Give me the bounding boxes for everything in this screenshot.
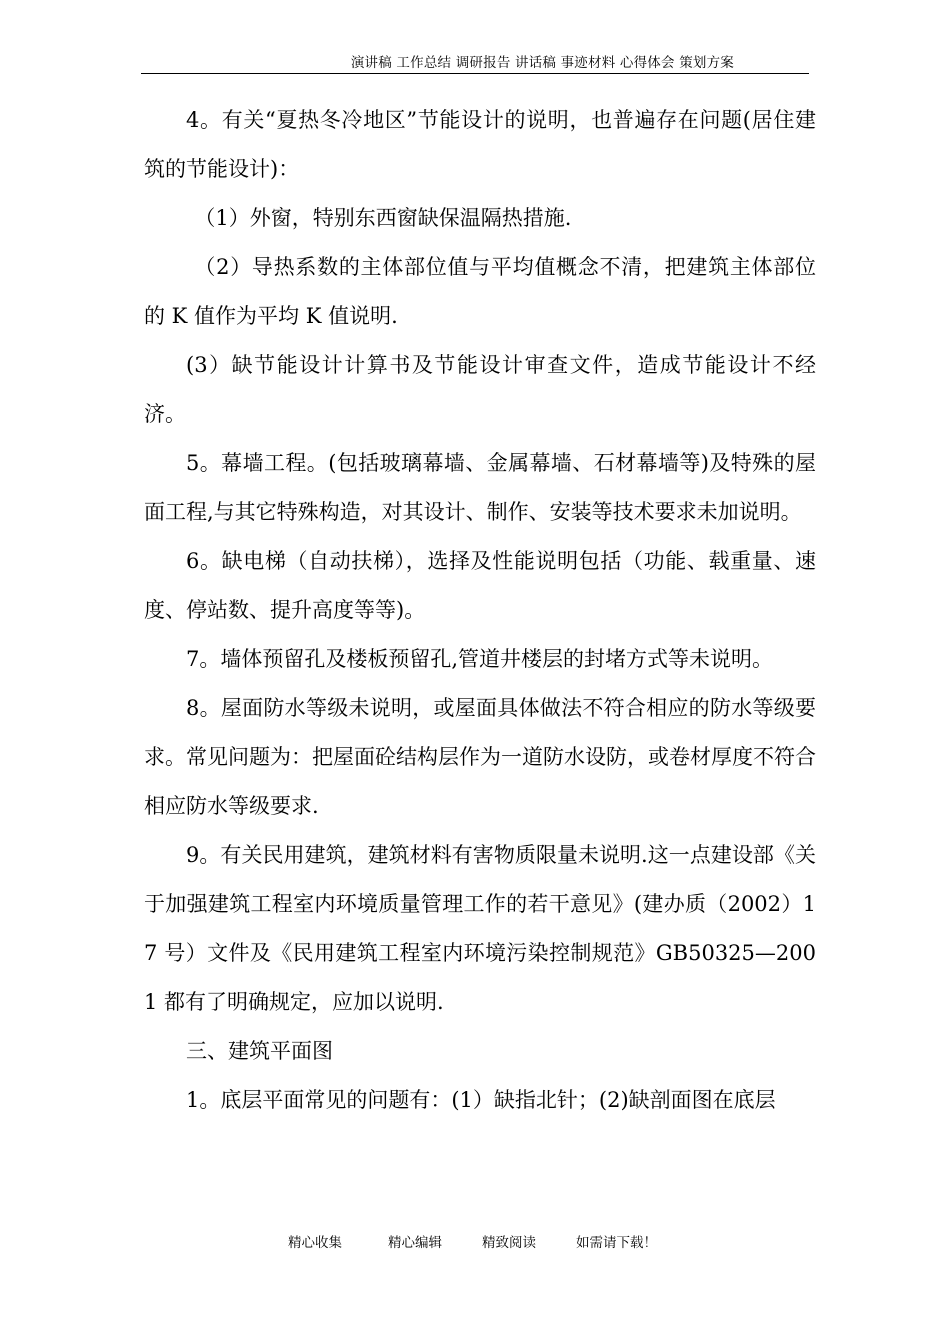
header-text: 演讲稿 工作总结 调研报告 讲话稿 事迹材料 心得体会 策划方案 bbox=[350, 55, 734, 71]
paragraph-ground-floor-plan: 1。底层平面常见的问题有：(1）缺指北针；(2)缺剖面图在底层 bbox=[186, 1088, 776, 1112]
paragraph-elevator: 6。缺电梯（自动扶梯），选择及性能说明包括（功能、载重量、速度、停站数、提升高度等等)。 bbox=[144, 549, 816, 622]
paragraph-hazardous-materials: 9。有关民用建筑，建筑材料有害物质限量未说明.这一点建设部《关于加强建筑工程室内环境质量管理工作的若干意见》(建办质（2002）17 号）文件及《民用建筑工程室内环境污染控制规范》GB50325—2001 都有了明确规定，应加以说明. bbox=[144, 843, 816, 1014]
paragraph-energy-saving: 4。有关“夏热冬冷地区”节能设计的说明，也普遍存在问题(居住建筑的节能设计)： bbox=[144, 108, 816, 181]
footer-item: 精心收集 bbox=[288, 1235, 342, 1251]
page-header bbox=[141, 54, 809, 74]
paragraph-thermal-conductivity: （2）导热系数的主体部位值与平均值概念不清，把建筑主体部位的 K 值作为平均 K 值说明. bbox=[144, 255, 816, 328]
page-footer bbox=[288, 1232, 708, 1254]
paragraph-reserved-holes: 7。墙体预留孔及楼板预留孔,管道井楼层的封堵方式等未说明。 bbox=[186, 647, 774, 671]
footer-item: 精致阅读 bbox=[482, 1235, 536, 1251]
paragraph-roof-waterproof: 8。屋面防水等级未说明，或屋面具体做法不符合相应的防水等级要求。常见问题为：把屋面砼结构层作为一道防水设防，或卷材厚度不符合相应防水等级要求. bbox=[144, 696, 816, 818]
paragraph-outer-window: （1）外窗，特别东西窗缺保温隔热措施. bbox=[194, 206, 572, 230]
section-heading-floor-plan: 三、建筑平面图 bbox=[186, 1039, 333, 1063]
paragraph-calculation-book: (3）缺节能设计计算书及节能设计审查文件，造成节能设计不经济。 bbox=[144, 353, 816, 426]
footer-item: 如需请下载！ bbox=[576, 1235, 657, 1251]
footer-item: 精心编辑 bbox=[388, 1235, 442, 1251]
paragraph-curtain-wall: 5。幕墙工程。(包括玻璃幕墙、金属幕墙、石材幕墙等)及特殊的屋面工程,与其它特殊构造，对其设计、制作、安装等技术要求未加说明。 bbox=[144, 451, 816, 524]
document-body bbox=[144, 96, 816, 1125]
